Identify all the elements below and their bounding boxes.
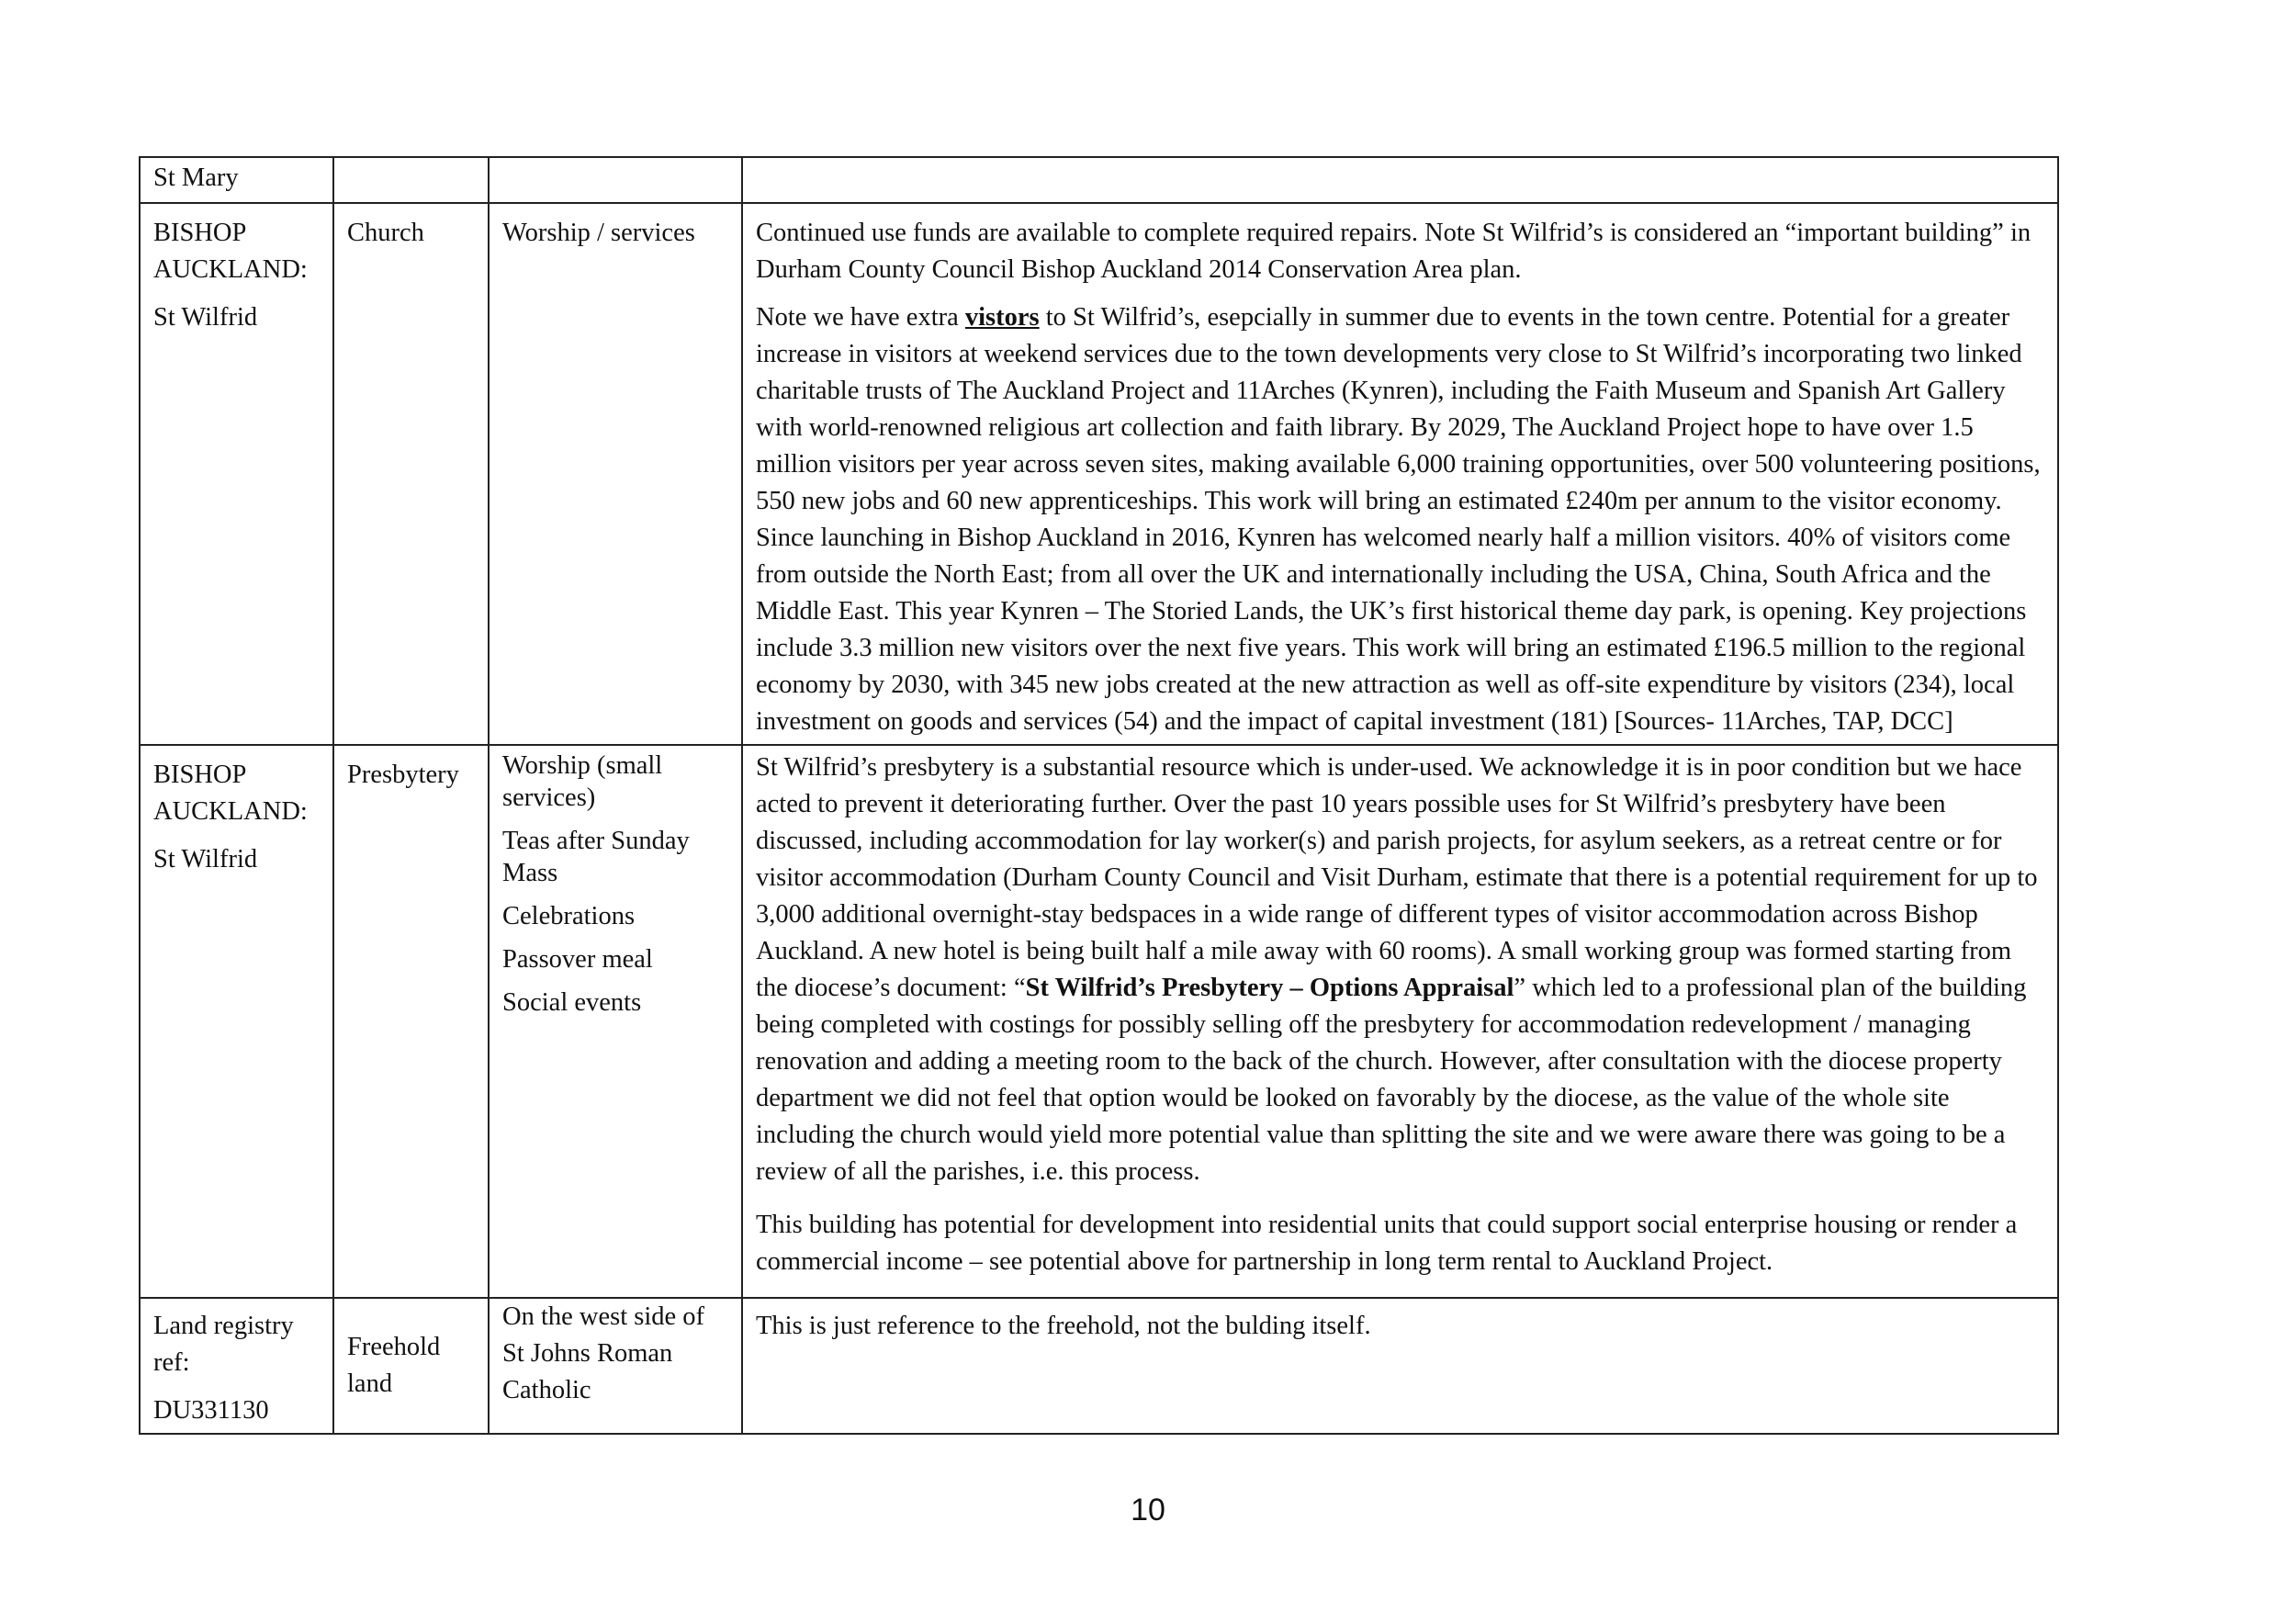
- notes-cell: [742, 157, 2058, 203]
- notes-cell: [742, 203, 2058, 745]
- use-item: Celebrations: [502, 902, 636, 930]
- use-cell: [489, 157, 742, 203]
- table-row: [140, 745, 2058, 1298]
- use-item: Social events: [502, 988, 642, 1017]
- location-line: AUCKLAND:: [153, 255, 308, 284]
- document-title: St Wilfrid’s Presbytery – Options Appraisal: [1025, 974, 1514, 1002]
- building-type-cell: [333, 1298, 489, 1434]
- building-type: Presbytery: [347, 761, 459, 789]
- use-cell: [489, 203, 742, 745]
- location-cell: [140, 745, 333, 1298]
- notes-paragraph: Continued use funds are available to complete required repairs. Note St Wilfrid’s is considered an “important building” in Durham County Council Bishop Auckland 2014 Conservation Area plan.: [756, 219, 2032, 284]
- use-item: Teas after Sunday Mass: [502, 827, 690, 887]
- building-type: Church: [347, 219, 424, 247]
- page-number: 10: [1131, 1493, 1165, 1527]
- table-row: [140, 203, 2058, 745]
- location-line: AUCKLAND:: [153, 797, 308, 826]
- location-line: BISHOP: [153, 761, 247, 789]
- building-type-cell: [333, 203, 489, 745]
- use-item: Worship (small services): [502, 751, 663, 812]
- building-type-cell: [333, 745, 489, 1298]
- use-text: Worship / services: [502, 219, 695, 247]
- use-text: On the west side of St Johns Roman Catholic: [502, 1302, 705, 1404]
- location-name: St Mary: [153, 163, 239, 192]
- table-row: [140, 1298, 2058, 1434]
- notes-paragraph: This is just reference to the freehold, not the bulding itself.: [756, 1312, 1371, 1340]
- location-name: St Wilfrid: [153, 845, 258, 873]
- use-cell: [489, 1298, 742, 1434]
- location-name: St Wilfrid: [153, 303, 258, 332]
- notes-paragraph: St Wilfrid’s presbytery is a substantial resource which is under-used. We acknowledge it is in poor condition but we hace acted to prevent it deteriorating further. Over the past 10 years possible uses for St Wilfrid’s presbytery have been discussed, including accommodation for lay worker(s) and parish projects, for asylum seekers, as a retreat centre or for visitor accommodation (Durham County Council and Visit Durham, estimate that there is a potential requirement for up to 3,000 additional overnight-stay bedspaces in a wide range of different types of visitor accommodation across Bishop Auckland. A new hotel is being built half a mile away with 60 rooms). A small working group was formed starting from the diocese’s document: “St Wilfrid’s Presbytery – Options Appraisal” which led to a professional plan of the building being completed with costings for possibly selling off the presbytery for accommodation redevelopment / managing renovation and adding a meeting room to the back of the church. However, after consultation with the diocese property department we did not feel that option would be looked on favorably by the diocese, as the value of the whole site including the church would yield more potential value than splitting the site and we were aware there was going to be a review of all the parishes, i.e. this process.: [756, 753, 2038, 1186]
- notes-cell: [742, 745, 2058, 1298]
- use-item: Passover meal: [502, 945, 653, 974]
- table-row: [140, 157, 2058, 203]
- building-type: Freehold land: [347, 1333, 441, 1398]
- ref-number: DU331130: [153, 1396, 269, 1425]
- location-cell: [140, 203, 333, 745]
- location-cell: [140, 157, 333, 203]
- notes-cell: [742, 1298, 2058, 1434]
- location-line: BISHOP: [153, 219, 247, 247]
- use-cell: [489, 745, 742, 1298]
- ref-label: Land registry: [153, 1312, 294, 1340]
- ref-label: ref:: [153, 1348, 190, 1377]
- notes-paragraph: Note we have extra vistors to St Wilfrid’s, esepcially in summer due to events in the town centre. Potential for a greater increase in visitors at weekend services due to the town developments very close to St Wilfrid’s incorporating two linked charitable trusts of The Auckland Project and 11Arches (Kynren), including the Faith Museum and Spanish Art Gallery with world-renowned religious art collection and faith library. By 2029, The Auckland Project hope to have over 1.5 million visitors per year across seven sites, making available 6,000 training opportunities, over 500 volunteering positions, 550 new jobs and 60 new apprenticeships. This work will bring an estimated £240m per annum to the visitor economy. Since launching in Bishop Auckland in 2016, Kynren has welcomed nearly half a million visitors. 40% of visitors come from outside the North East; from all over the UK and internationally including the USA, China, South Africa and the Middle East. This year Kynren – The Storied Lands, the UK’s first historical theme day park, is opening. Key projections include 3.3 million new visitors over the next five years. This work will bring an estimated £196.5 million to the regional economy by 2030, with 345 new jobs created at the new attraction as well as off-site expenditure by visitors (234), local investment on goods and services (54) and the impact of capital investment (181) [Sources- 11Arches, TAP, DCC]: [756, 303, 2041, 736]
- notes-paragraph: This building has potential for development into residential units that could support social enterprise housing or render a commercial income – see potential above for partnership in long term rental to Auckland Project.: [756, 1211, 2018, 1276]
- building-type-cell: [333, 157, 489, 203]
- emphasis-text: vistors: [964, 303, 1040, 332]
- property-table: [139, 156, 2059, 1435]
- location-cell: [140, 1298, 333, 1434]
